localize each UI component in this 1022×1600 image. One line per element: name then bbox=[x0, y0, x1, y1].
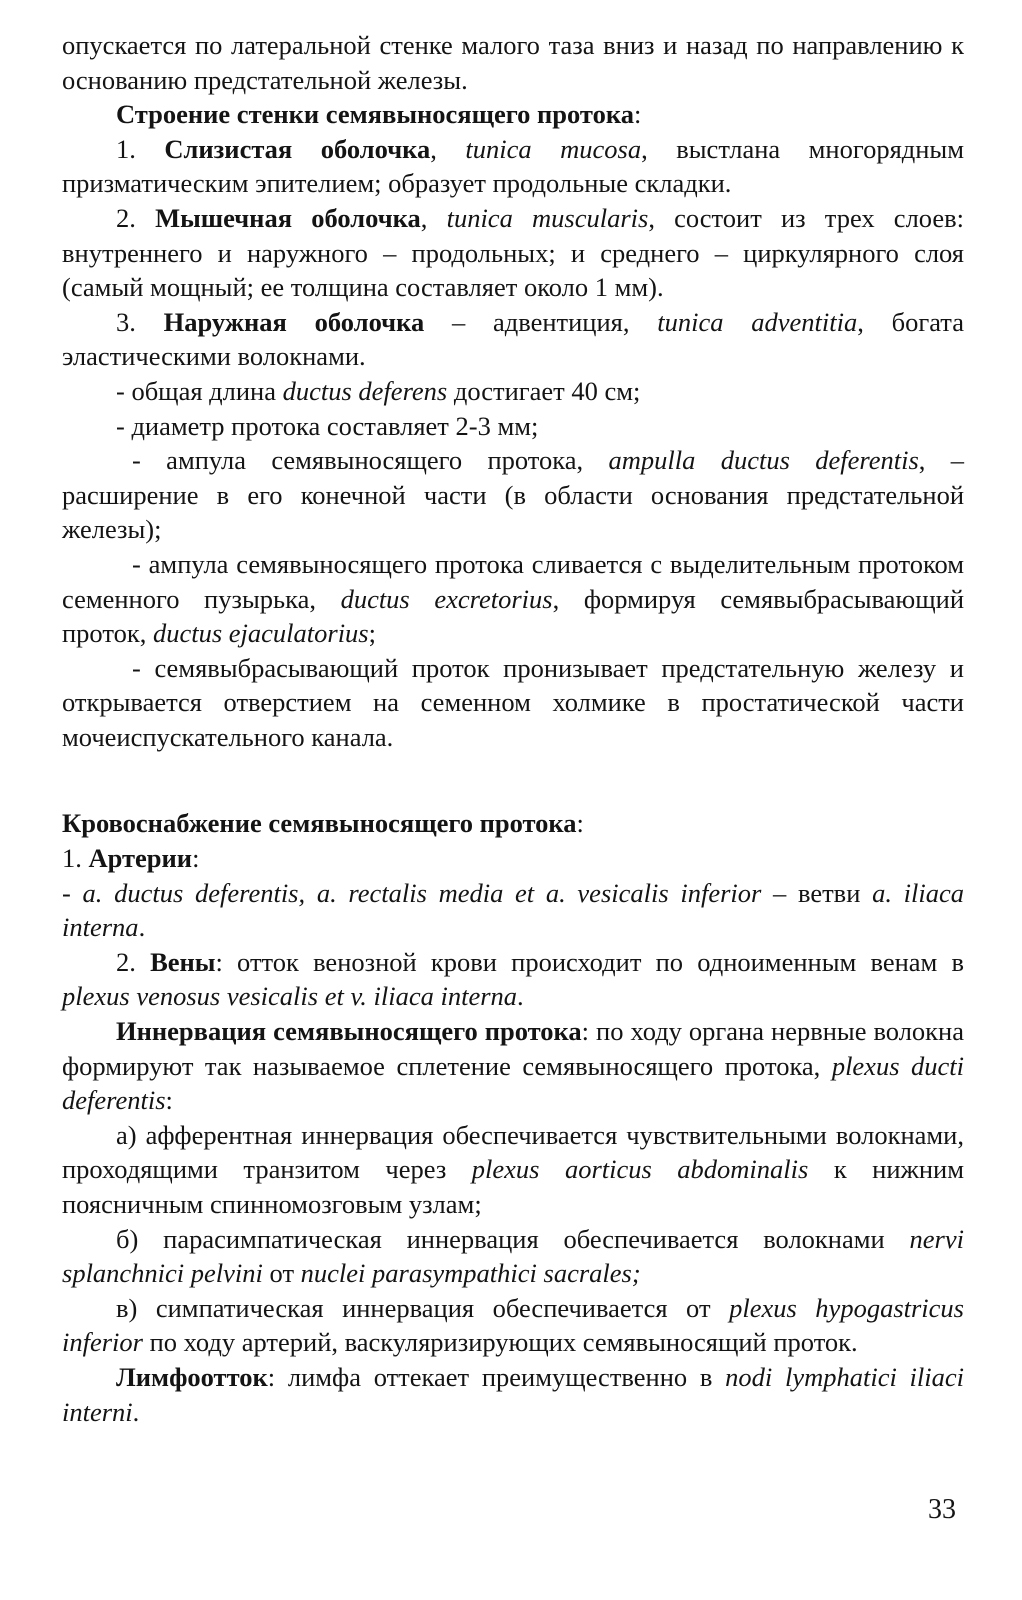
innervation-afferent bbox=[62, 1118, 964, 1222]
item-sep: – адвентиция, bbox=[424, 306, 658, 337]
latin-term: plexus venosus vesicalis et v. iliaca interna bbox=[62, 981, 518, 1012]
fact-length bbox=[62, 374, 964, 409]
item-term: Наружная оболочка bbox=[163, 306, 425, 337]
latin-term: nuclei parasympathici sacrales; bbox=[300, 1258, 641, 1289]
item-number: 3. bbox=[116, 306, 164, 337]
latin-term: a. ductus deferentis, a. rectalis media et a. vesicalis inferior bbox=[82, 877, 762, 908]
wall-heading-punct: : bbox=[633, 99, 642, 130]
latin-term: plexus aorticus abdominalis bbox=[471, 1154, 809, 1185]
blood-supply-heading bbox=[62, 806, 964, 841]
latin-term: tunica mucosa bbox=[465, 133, 642, 164]
fact-text: , – расширение в его конечной части (в области основания предстательной железы); bbox=[62, 445, 965, 545]
veins-post: . bbox=[517, 981, 524, 1012]
innervation-paragraph bbox=[62, 1014, 964, 1118]
document-page bbox=[62, 28, 964, 1429]
fact-text: , формируя семявыбрасывающий проток, bbox=[62, 583, 965, 649]
innervation-b-text: б) парасимпатическая иннервация обеспечивается волокнами bbox=[116, 1223, 910, 1254]
innervation-rest: : по ходу органа нервные волокна формируют так называемое сплетение семявыносящего протока, bbox=[62, 1016, 964, 1081]
innervation-a-post: к нижним поясничным спинномозговым узлам; bbox=[62, 1154, 964, 1219]
item-number: 2. bbox=[116, 946, 151, 977]
innervation-c-text: в) симпатическая иннервация обеспечивается от bbox=[116, 1292, 730, 1323]
fact-text: - семявыбрасывающий проток пронизывает предстательную железу и открывается отверстием на семенном холмике в простатической части мочеиспускательного канала. bbox=[62, 652, 964, 752]
arteries-punct: : bbox=[192, 843, 200, 874]
veins-rest: : отток венозной крови происходит по одноименным венам в bbox=[215, 946, 965, 977]
fact-diameter bbox=[62, 409, 964, 444]
lymph-rest: : лимфа оттекает преимущественно в bbox=[267, 1361, 726, 1392]
section-gap bbox=[62, 754, 964, 806]
wall-heading-text: Строение стенки семявыносящего протока bbox=[116, 99, 634, 130]
latin-term: ductus excretorius bbox=[340, 583, 553, 614]
lymph-term: Лимфоотток bbox=[116, 1361, 268, 1392]
arteries-term: Артерии bbox=[88, 843, 193, 874]
fact-text: - диаметр протока составляет 2-3 мм; bbox=[116, 410, 539, 441]
lymph-post: . bbox=[132, 1396, 140, 1427]
list-dash: - bbox=[62, 877, 83, 908]
fact-ampulla bbox=[62, 443, 964, 547]
latin-term: tunica adventitia bbox=[657, 306, 858, 337]
item-rest: , выстлана многорядным призматическим эпителием; образует продольные складки. bbox=[62, 133, 965, 199]
intro-paragraph bbox=[62, 28, 964, 97]
item-term: Мышечная оболочка bbox=[155, 202, 421, 233]
item-number: 1. bbox=[62, 843, 89, 874]
arteries-list bbox=[62, 876, 964, 945]
innervation-c-post: по ходу артерий, васкуляризирующих семявыносящий проток. bbox=[142, 1327, 858, 1358]
latin-term: ampulla ductus deferentis bbox=[608, 445, 919, 476]
innervation-sympathetic bbox=[62, 1291, 964, 1360]
fact-text: - общая длина bbox=[116, 375, 283, 406]
innervation-a-text: а) афферентная иннервация обеспечивается чувствительными волокнами, проходящими транзитом через bbox=[62, 1119, 964, 1185]
blood-heading-punct: : bbox=[576, 808, 584, 839]
wall-structure-heading bbox=[62, 97, 964, 132]
fact-text: - ампула семявыносящего протока сливается с выделительным протоком семенного пузырька, bbox=[62, 548, 964, 614]
latin-term: plexus hypogastricus inferior bbox=[62, 1292, 964, 1358]
arteries-mid: – ветви bbox=[761, 877, 873, 908]
fact-text: достигает 40 см; bbox=[447, 375, 641, 406]
fact-ejaculatory-duct bbox=[62, 651, 964, 755]
item-rest: , состоит из трех слоев: внутреннего и наружного – продольных; и среднего – циркулярного слоя (самый мощный; ее толщина составляет около 1 мм). bbox=[62, 202, 964, 303]
item-sep: , bbox=[430, 133, 466, 164]
item-term: Слизистая оболочка bbox=[164, 133, 431, 164]
item-number: 2. bbox=[116, 202, 156, 233]
veins-term: Вены bbox=[150, 946, 216, 977]
wall-item-mucosa bbox=[62, 132, 964, 201]
arteries-label bbox=[62, 841, 964, 876]
blood-heading-text: Кровоснабжение семявыносящего протока bbox=[62, 808, 577, 839]
fact-text: ; bbox=[368, 618, 376, 649]
innervation-post: : bbox=[165, 1085, 173, 1116]
wall-item-muscularis bbox=[62, 201, 964, 305]
latin-term: a. iliaca interna bbox=[62, 877, 964, 943]
latin-term: ductus ejaculatorius bbox=[152, 618, 369, 649]
innervation-term: Иннервация семявыносящего протока bbox=[116, 1016, 582, 1047]
wall-item-adventitia bbox=[62, 305, 964, 374]
latin-term: nervi splanchnici pelvini bbox=[62, 1223, 964, 1289]
innervation-b-mid: от bbox=[262, 1258, 301, 1289]
fact-text: - ампула семявыносящего протока, bbox=[132, 445, 609, 476]
latin-term: tunica muscularis bbox=[446, 202, 649, 233]
item-sep: , bbox=[420, 202, 447, 233]
veins-paragraph bbox=[62, 945, 964, 1014]
fact-ampulla-merge bbox=[62, 547, 964, 651]
item-number: 1. bbox=[116, 133, 165, 164]
lymph-paragraph bbox=[62, 1360, 964, 1429]
latin-term: nodi lymphatici iliaci interni bbox=[62, 1361, 965, 1427]
innervation-parasympathetic bbox=[62, 1222, 964, 1291]
page-number: 33 bbox=[928, 1494, 956, 1525]
intro-text: опускается по латеральной стенке малого таза вниз и назад по направлению к основанию предстательной железы. bbox=[62, 30, 964, 95]
latin-term: plexus ducti deferentis bbox=[62, 1050, 964, 1116]
item-rest: , богата эластическими волокнами. bbox=[62, 306, 964, 372]
latin-term: ductus deferens bbox=[282, 375, 448, 406]
arteries-post: . bbox=[138, 912, 146, 943]
